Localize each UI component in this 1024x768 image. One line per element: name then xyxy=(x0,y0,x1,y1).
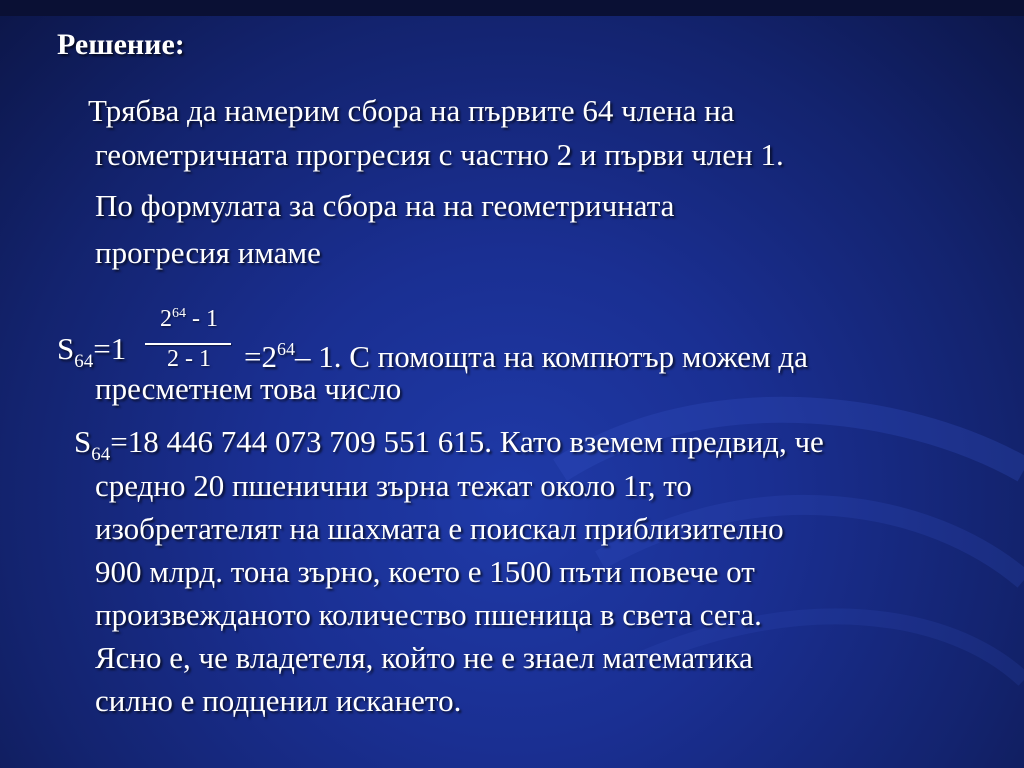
sum-symbol-2: S xyxy=(74,424,92,459)
formula-exponent: 64 xyxy=(276,339,295,359)
para3-line-5: произвежданото количество пшеница в света сега. xyxy=(95,597,762,632)
formula-text: – 1. С помощта на компютър можем да xyxy=(294,339,808,374)
para1-line-1: Трябва да намерим сбора на първите 64 члена на xyxy=(88,93,735,128)
para3-line-3: изобретателят на шахмата е поискал приблизително xyxy=(95,511,784,546)
fraction-numerator xyxy=(143,306,235,333)
numerator-exponent: 64 xyxy=(172,306,186,321)
fraction-bar xyxy=(145,343,231,345)
para3-line-7: силно е подценил искането. xyxy=(95,683,462,718)
para1-line-4: прогресия имаме xyxy=(95,235,321,270)
result-text: =18 446 744 073 709 551 615. Като вземем предвид, че xyxy=(110,424,824,459)
sum-index: 64 xyxy=(74,351,94,372)
para3-line-6: Ясно е, че владетеля, който не е знаел математика xyxy=(95,640,753,675)
sum-index-2: 64 xyxy=(91,444,111,465)
para3-line-4: 900 млрд. тона зърно, което е 1500 пъти повече от xyxy=(95,554,755,589)
numerator-base: 2 xyxy=(160,306,172,332)
slide-title: Решение: xyxy=(57,28,185,61)
formula-eq-right: =2 xyxy=(244,339,277,374)
formula-line-2: пресметнем това число xyxy=(95,371,402,406)
sum-symbol: S xyxy=(57,331,75,366)
para1-line-3: По формулата за сбора на на геометричната xyxy=(95,188,675,223)
para3-line-2: средно 20 пшенични зърна тежат около 1г, то xyxy=(95,468,692,503)
numerator-rest: - 1 xyxy=(186,306,218,332)
para1-line-2: геометричната прогресия с частно 2 и първи член 1. xyxy=(95,137,784,172)
fraction-denominator: 2 - 1 xyxy=(167,346,211,372)
formula-eq-left: =1 xyxy=(93,331,127,366)
